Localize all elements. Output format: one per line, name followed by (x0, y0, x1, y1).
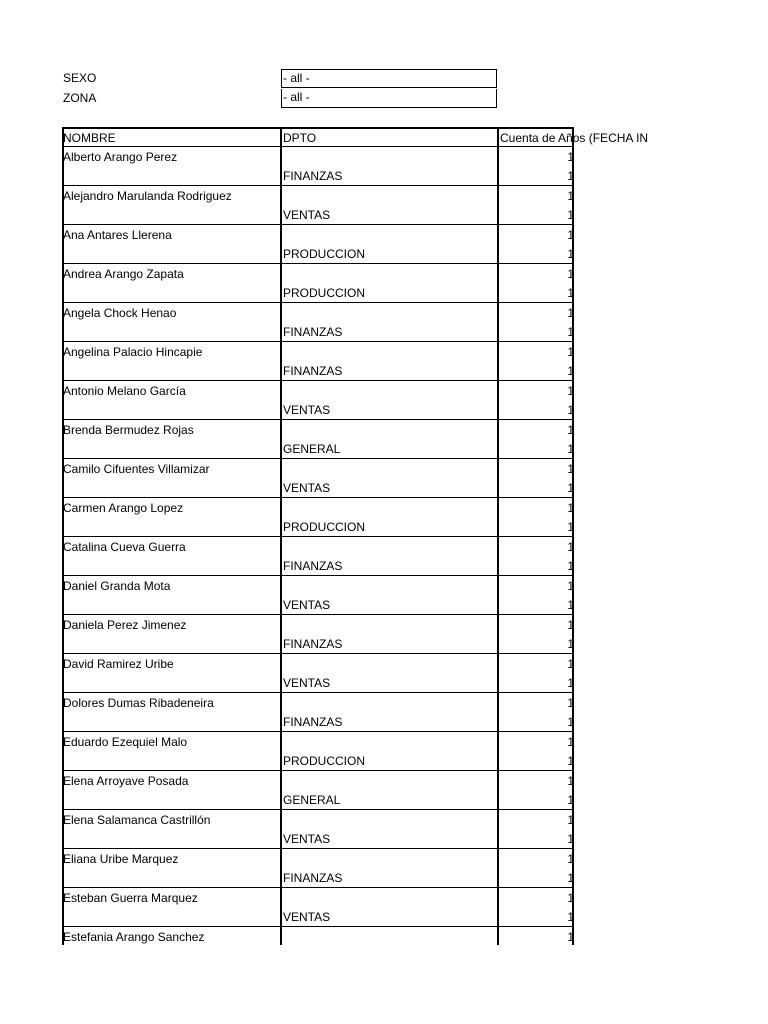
row-count-cell[interactable]: 1 (567, 150, 574, 164)
row-dpto-cell[interactable]: PRODUCCION (283, 520, 366, 534)
row-name-cell[interactable]: Daniel Granda Mota (63, 579, 171, 593)
row-dpto-cell[interactable]: FINANZAS (283, 715, 343, 729)
row-count-cell[interactable]: 1 (567, 832, 574, 846)
row-dpto-cell[interactable]: PRODUCCION (283, 286, 366, 300)
table-border-cuenta (497, 127, 499, 945)
row-dpto-cell[interactable]: FINANZAS (283, 559, 343, 573)
row-count-cell[interactable]: 1 (567, 247, 574, 261)
row-count-cell[interactable]: 1 (567, 169, 574, 183)
row-name-cell[interactable]: Camilo Cifuentes Villamizar (63, 462, 210, 476)
row-count-cell[interactable]: 1 (567, 735, 574, 749)
row-count-cell[interactable]: 1 (567, 891, 574, 905)
row-count-cell[interactable]: 1 (567, 774, 574, 788)
row-count-cell[interactable]: 1 (567, 403, 574, 417)
row-name-cell[interactable]: Angelina Palacio Hincapie (63, 345, 203, 359)
row-name-cell[interactable]: Dolores Dumas Ribadeneira (63, 696, 214, 710)
row-count-cell[interactable]: 1 (567, 520, 574, 534)
row-name-cell[interactable]: Brenda Bermudez Rojas (63, 423, 194, 437)
row-count-cell[interactable]: 1 (567, 637, 574, 651)
pivot-table (62, 127, 649, 945)
row-count-cell[interactable]: 1 (567, 910, 574, 924)
row-count-cell[interactable]: 1 (567, 286, 574, 300)
row-count-cell[interactable]: 1 (567, 345, 574, 359)
column-header-cuenta[interactable]: Cuenta de Años (FECHA IN (500, 131, 649, 145)
row-name-cell[interactable]: Alberto Arango Perez (63, 150, 178, 164)
row-name-cell[interactable]: Elena Arroyave Posada (63, 774, 189, 788)
row-count-cell[interactable]: 1 (567, 559, 574, 573)
row-dpto-cell[interactable]: FINANZAS (283, 364, 343, 378)
row-name-cell[interactable]: Andrea Arango Zapata (63, 267, 184, 281)
row-name-cell[interactable]: Eduardo Ezequiel Malo (63, 735, 188, 749)
row-count-cell[interactable]: 1 (567, 228, 574, 242)
row-name-cell[interactable]: Alejandro Marulanda Rodriguez (63, 189, 232, 203)
row-count-cell[interactable]: 1 (567, 813, 574, 827)
row-name-cell[interactable]: Elena Salamanca Castrillón (63, 813, 211, 827)
row-dpto-cell[interactable]: FINANZAS (283, 637, 343, 651)
row-count-cell[interactable]: 1 (567, 189, 574, 203)
row-dpto-cell[interactable]: VENTAS (283, 403, 331, 417)
row-count-cell[interactable]: 1 (567, 930, 574, 944)
row-name-cell[interactable]: Estefania Arango Sanchez (63, 930, 205, 944)
row-dpto-cell[interactable]: FINANZAS (283, 325, 343, 339)
row-dpto-cell[interactable]: PRODUCCION (283, 247, 366, 261)
row-count-cell[interactable]: 1 (567, 442, 574, 456)
row-count-cell[interactable]: 1 (567, 676, 574, 690)
row-count-cell[interactable]: 1 (567, 540, 574, 554)
column-header-dpto[interactable]: DPTO (283, 131, 317, 145)
row-count-cell[interactable]: 1 (567, 579, 574, 593)
row-count-cell[interactable]: 1 (567, 793, 574, 807)
row-dpto-cell[interactable]: VENTAS (283, 910, 331, 924)
row-dpto-cell[interactable]: VENTAS (283, 676, 331, 690)
row-count-cell[interactable]: 1 (567, 364, 574, 378)
row-count-cell[interactable]: 1 (567, 501, 574, 515)
row-dpto-cell[interactable]: VENTAS (283, 481, 331, 495)
row-count-cell[interactable]: 1 (567, 754, 574, 768)
filter-dropdown-sexo[interactable]: - all - (281, 69, 497, 88)
row-count-cell[interactable]: 1 (567, 852, 574, 866)
row-name-cell[interactable]: David Ramirez Uribe (63, 657, 174, 671)
row-dpto-cell[interactable]: VENTAS (283, 832, 331, 846)
table-border-left (62, 127, 64, 945)
row-count-cell[interactable]: 1 (567, 208, 574, 222)
row-name-cell[interactable]: Carmen Arango Lopez (63, 501, 184, 515)
filter-label: ZONA (63, 91, 97, 105)
row-dpto-cell[interactable]: FINANZAS (283, 169, 343, 183)
row-count-cell[interactable]: 1 (567, 871, 574, 885)
filter-dropdown-zona[interactable]: - all - (281, 89, 497, 108)
row-count-cell[interactable]: 1 (567, 618, 574, 632)
row-count-cell[interactable]: 1 (567, 267, 574, 281)
row-name-cell[interactable]: Eliana Uribe Marquez (63, 852, 179, 866)
row-count-cell[interactable]: 1 (567, 325, 574, 339)
row-name-cell[interactable]: Ana Antares Llerena (63, 228, 172, 242)
row-dpto-cell[interactable]: VENTAS (283, 598, 331, 612)
row-dpto-cell[interactable]: GENERAL (283, 442, 341, 456)
row-count-cell[interactable]: 1 (567, 423, 574, 437)
row-count-cell[interactable]: 1 (567, 306, 574, 320)
row-count-cell[interactable]: 1 (567, 598, 574, 612)
row-name-cell[interactable]: Daniela Perez Jimenez (63, 618, 187, 632)
row-dpto-cell[interactable]: GENERAL (283, 793, 341, 807)
row-name-cell[interactable]: Angela Chock Henao (63, 306, 177, 320)
row-count-cell[interactable]: 1 (567, 462, 574, 476)
row-count-cell[interactable]: 1 (567, 481, 574, 495)
row-count-cell[interactable]: 1 (567, 696, 574, 710)
row-name-cell[interactable]: Esteban Guerra Marquez (63, 891, 198, 905)
row-count-cell[interactable]: 1 (567, 657, 574, 671)
row-dpto-cell[interactable]: PRODUCCION (283, 754, 366, 768)
filter-label: SEXO (63, 71, 97, 85)
row-count-cell[interactable]: 1 (567, 384, 574, 398)
row-name-cell[interactable]: Catalina Cueva Guerra (63, 540, 186, 554)
table-border-mid (280, 127, 282, 945)
row-dpto-cell[interactable]: FINANZAS (283, 871, 343, 885)
row-count-cell[interactable]: 1 (567, 715, 574, 729)
row-name-cell[interactable]: Antonio Melano García (63, 384, 186, 398)
row-dpto-cell[interactable]: VENTAS (283, 208, 331, 222)
table-border-right (572, 127, 574, 945)
column-header-nombre[interactable]: NOMBRE (63, 131, 116, 145)
